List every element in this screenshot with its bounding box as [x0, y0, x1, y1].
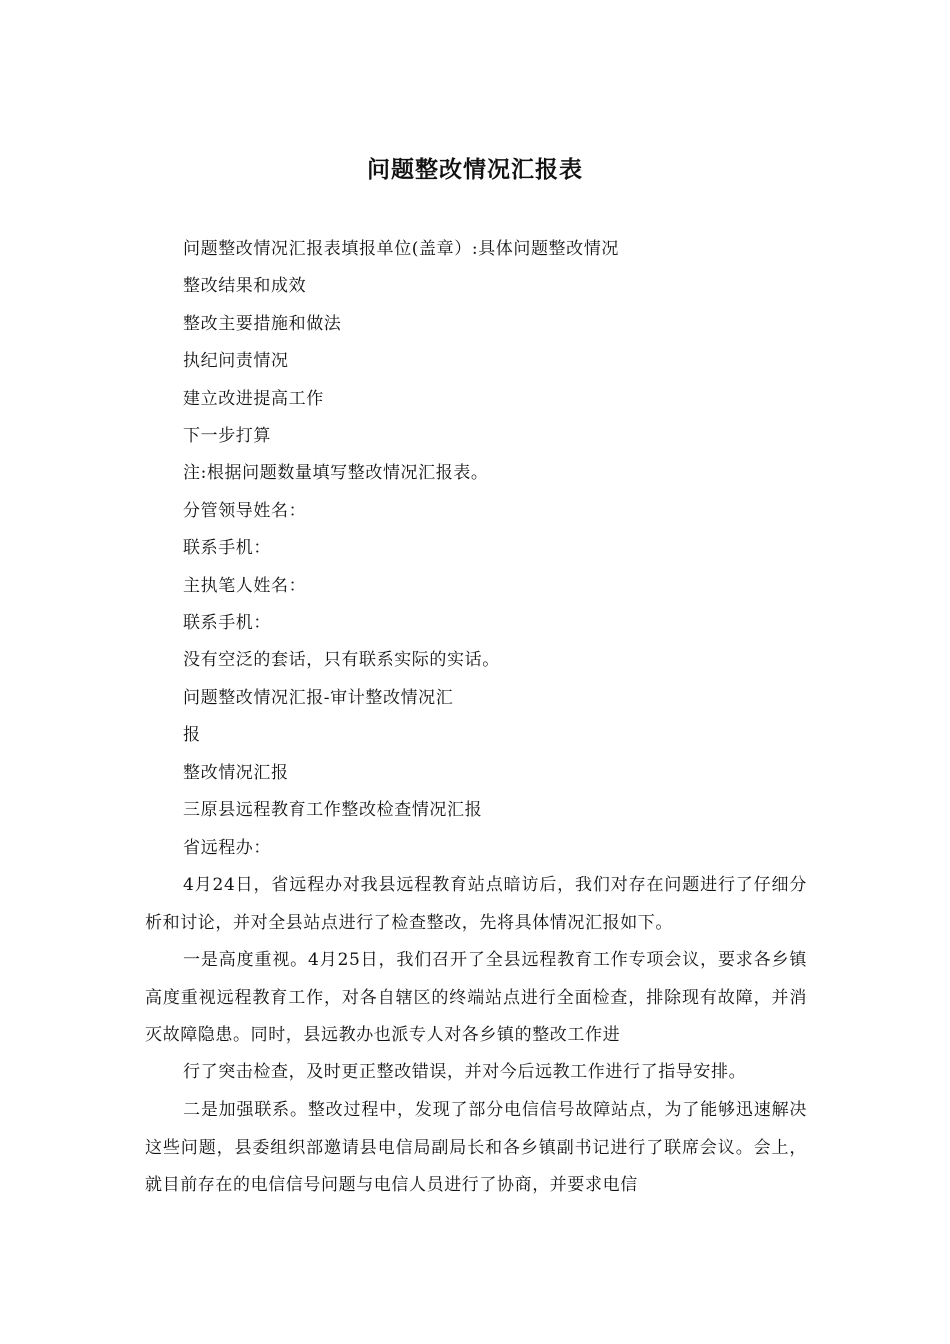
form-line-next-steps: 下一步打算 — [183, 426, 271, 446]
form-line-results: 整改结果和成效 — [183, 276, 307, 296]
report-paragraph-point-one-cont: 行了突击检查，及时更正整改错误，并对今后远教工作进行了指导安排。 — [183, 1062, 747, 1082]
report-paragraph-point-one: 一是高度重视。4月25日，我们召开了全县远程教育工作专项会议，要求各乡镇高度重视远程教育工作，对各自辖区的终端站点进行全面检查，排除现有故障，并消灭故障隐患。同时，县远教办也派专人对各乡镇的整改工作进 — [145, 950, 807, 1045]
form-line-unit: 问题整改情况汇报表填报单位(盖章）:具体问题整改情况 — [183, 239, 619, 259]
form-line-accountability: 执纪问责情况 — [183, 351, 289, 371]
document-title: 问题整改情况汇报表 — [367, 156, 583, 183]
form-line-writer-name: 主执笔人姓名： — [183, 576, 307, 596]
report-paragraph-intro: 4月24日，省远程办对我县远程教育站点暗访后，我们对存在问题进行了仔细分析和讨论，并对全县站点进行了检查整改，先将具体情况汇报如下。 — [145, 875, 807, 933]
form-line-note: 注:根据问题数量填写整改情况汇报表。 — [183, 463, 489, 483]
form-line-improvement: 建立改进提高工作 — [183, 389, 324, 409]
document-line-slogan: 没有空泛的套话，只有联系实际的实话。 — [183, 650, 500, 670]
document-line-heading: 问题整改情况汇报-审计整改情况汇 — [183, 688, 454, 708]
report-paragraph-point-two: 二是加强联系。整改过程中，发现了部分电信信号故障站点，为了能够迅速解决这些问题，县委组织部邀请县电信局副局长和各乡镇副书记进行了联席会议。会上，就目前存在的电信信号问题与电信人员进行了协商，并要求电信 — [145, 1100, 807, 1195]
form-line-writer-phone: 联系手机： — [183, 613, 271, 633]
report-addressee: 省远程办： — [183, 838, 271, 858]
form-line-leader-name: 分管领导姓名： — [183, 501, 307, 521]
form-line-leader-phone: 联系手机： — [183, 538, 271, 558]
document-line-heading-cont: 报 — [183, 725, 201, 745]
form-line-measures: 整改主要措施和做法 — [183, 314, 342, 334]
document-line-subtitle: 整改情况汇报 — [183, 763, 289, 783]
report-title: 三原县远程教育工作整改检查情况汇报 — [183, 800, 483, 820]
